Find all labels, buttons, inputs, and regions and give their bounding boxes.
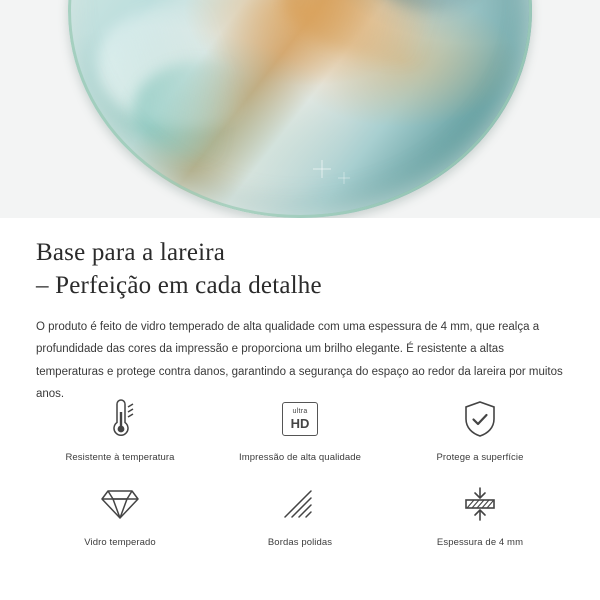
sparkle-icon <box>313 160 331 178</box>
feature-print-quality <box>210 396 390 463</box>
feature-label: Vidro temperado <box>84 537 156 548</box>
hero-product-image <box>0 0 600 218</box>
ultra-hd-badge-bottom: HD <box>290 416 310 431</box>
feature-label: Bordas polidas <box>267 537 333 548</box>
feature-label: Impressão de alta qualidade <box>238 452 362 463</box>
feature-label: Espessura de 4 mm <box>436 537 524 548</box>
feature-grid <box>0 396 600 548</box>
feature-thickness <box>390 481 570 548</box>
text-content <box>0 218 600 406</box>
marble-streak <box>133 61 272 160</box>
headline-line-2: – Perfeição em cada detalhe <box>36 272 322 299</box>
sparkle-icon <box>338 172 350 184</box>
marble-streak <box>96 3 282 127</box>
feature-surface-protection <box>390 396 570 463</box>
headline-line-1: Base para a lareira <box>36 239 226 266</box>
body-paragraph: O produto é feito de vidro temperado de alta qualidade com uma espessura de 4 mm, que realça a profundidade das cores da impressão e proporciona um brilho elegante. É resistente a altas temperaturas e protege contra danos, garantindo a segurança do espaço ao redor da lareira por muitos anos. <box>36 321 563 401</box>
feature-temperature-resistant <box>30 396 210 463</box>
marble-streak <box>274 0 493 81</box>
marble-streak <box>332 0 532 33</box>
feature-tempered-glass <box>30 481 210 548</box>
page-title <box>0 218 600 302</box>
diamond-icon <box>100 481 140 527</box>
feature-label: Resistente à temperatura <box>65 452 175 463</box>
thickness-arrows-icon <box>459 481 501 527</box>
thermometer-icon <box>103 396 137 442</box>
polished-edges-icon <box>281 481 319 527</box>
feature-polished-edges <box>210 481 390 548</box>
shield-check-icon <box>462 396 498 442</box>
feature-label: Protege a superfície <box>436 452 524 463</box>
ultra-hd-badge-top: ultra <box>292 408 308 415</box>
ultra-hd-icon <box>282 396 318 442</box>
